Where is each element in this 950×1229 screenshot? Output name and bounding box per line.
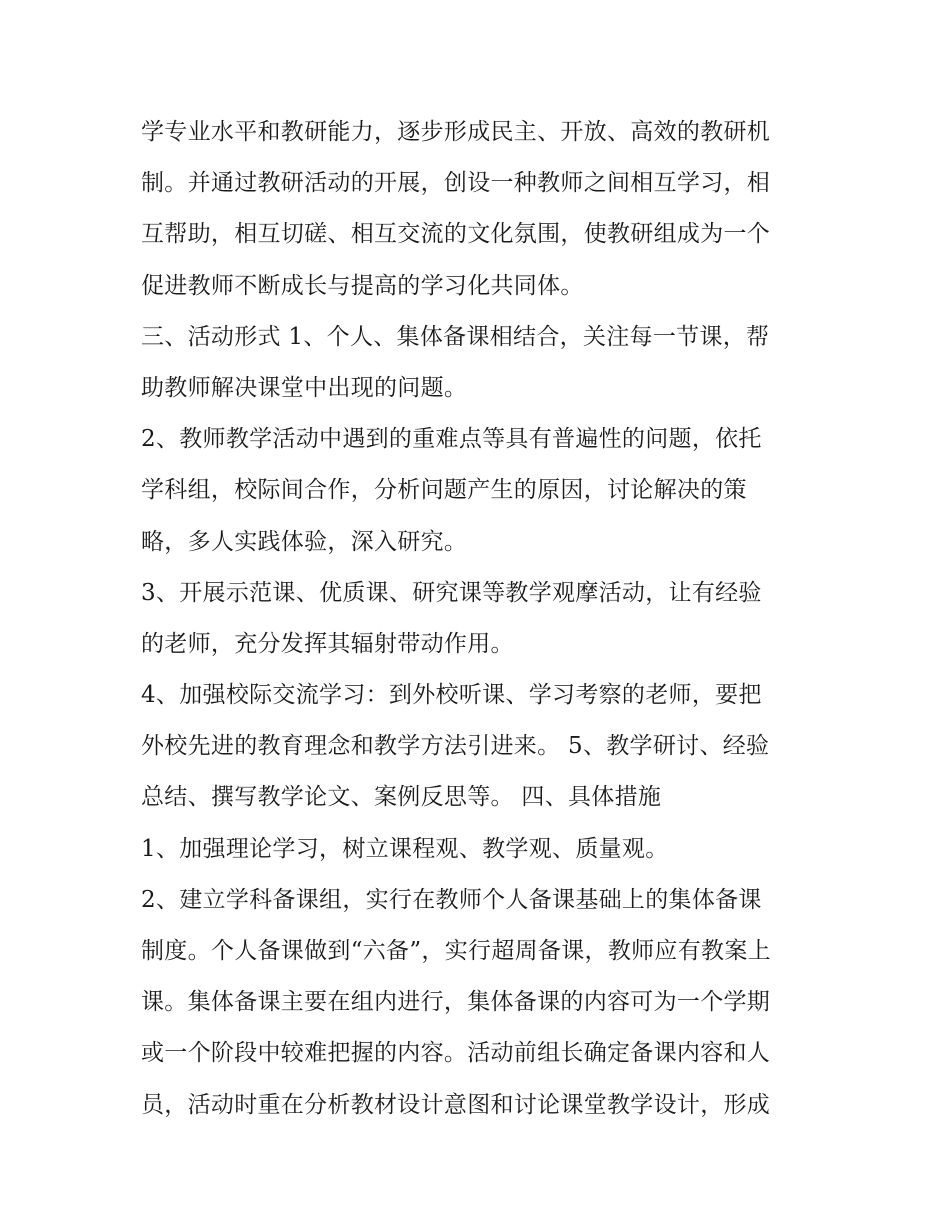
- text-line: 课。集体备课主要在组内进行，集体备课的内容可为一个学期: [141, 989, 771, 1016]
- text-line: 制度。个人备课做到“六备”，实行超周备课，教师应有教案上: [141, 938, 771, 964]
- text-line: 制。并通过教研活动的开展，创设一种教师之间相互学习，相: [141, 170, 771, 197]
- text-line: 学科组，校际间合作，分析问题产生的原因，讨论解决的策: [141, 477, 747, 504]
- text-line: 的老师，充分发挥其辐射带动作用。: [141, 630, 514, 657]
- text-line: 学专业水平和教研能力，逐步形成民主、开放、高效的教研机: [141, 119, 771, 145]
- text-line: 4、加强校际交流学习：到外校听课、学习考察的老师，要把: [141, 682, 762, 709]
- text-line: 促进教师不断成长与提高的学习化共同体。: [141, 272, 584, 299]
- text-line: 三、活动形式 1、个人、集体备课相结合，关注每一节课，帮: [141, 323, 770, 350]
- text-line: 助教师解决课堂中出现的问题。: [141, 374, 468, 401]
- text-line: 略，多人实践体验，深入研究。: [141, 528, 468, 555]
- text-line: 外校先进的教育理念和教学方法引进来。 5、教学研讨、经验: [141, 733, 770, 760]
- text-line: 互帮助，相互切磋、相互交流的文化氛围，使教研组成为一个: [141, 221, 771, 248]
- text-line: 3、开展示范课、优质课、研究课等教学观摩活动，让有经验: [141, 579, 762, 606]
- text-line: 或一个阶段中较难把握的内容。活动前组长确定备课内容和人: [141, 1040, 771, 1067]
- text-line: 总结、撰写教学论文、案例反思等。 四、具体措施: [141, 784, 662, 811]
- text-line: 2、建立学科备课组，实行在教师个人备课基础上的集体备课: [141, 886, 762, 913]
- text-line: 员，活动时重在分析教材设计意图和讨论课堂教学设计，形成: [141, 1091, 771, 1118]
- text-line: 1、加强理论学习，树立课程观、教学观、质量观。: [141, 835, 669, 862]
- document-body: [141, 107, 821, 1131]
- text-line: 2、教师教学活动中遇到的重难点等具有普遍性的问题，依托: [141, 426, 762, 453]
